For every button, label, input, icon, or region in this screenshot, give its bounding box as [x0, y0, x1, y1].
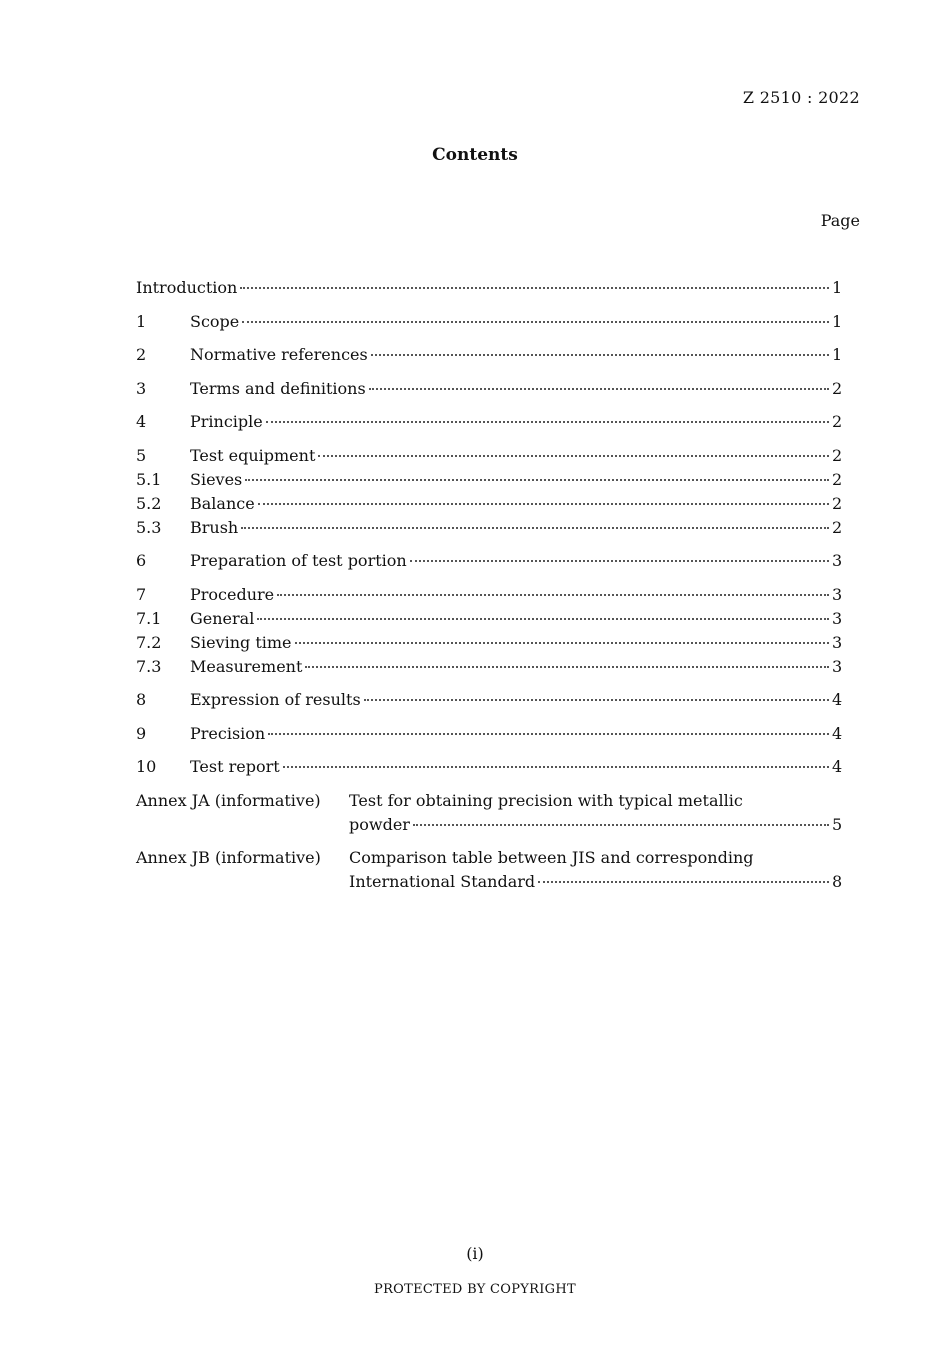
toc-page: 8: [832, 872, 843, 891]
toc-number: 2: [136, 345, 147, 364]
toc-page: 3: [832, 656, 843, 676]
toc-entry[interactable]: [136, 516, 842, 540]
annex-title-line: powder: [349, 814, 410, 834]
toc-title: Brush: [190, 517, 239, 537]
leader-dots: [371, 353, 829, 356]
toc-title: Principle: [190, 412, 263, 431]
toc-page: 1: [832, 311, 843, 331]
toc-title: Sieves: [190, 469, 243, 489]
toc-number: 5.1: [136, 469, 162, 489]
toc-entry[interactable]: [136, 631, 842, 655]
leader-dots: [277, 593, 829, 596]
toc-title: Balance: [190, 493, 255, 513]
toc-entry[interactable]: [136, 444, 842, 468]
toc-entry[interactable]: [136, 607, 842, 631]
document-id: Z 2510 : 2022: [742, 88, 860, 107]
toc-title: Precision: [190, 723, 266, 743]
copyright-notice: PROTECTED BY COPYRIGHT: [374, 1282, 576, 1297]
toc-number: 7.3: [136, 656, 162, 676]
toc-entry[interactable]: [136, 722, 842, 746]
toc-entry[interactable]: [136, 583, 842, 607]
toc-entry[interactable]: [136, 468, 842, 492]
toc-title: General: [190, 608, 255, 628]
toc-page: 3: [832, 632, 843, 652]
toc-page: 5: [832, 814, 843, 834]
toc-number: 1: [136, 311, 147, 331]
toc-number: 6: [136, 551, 147, 570]
toc-page: 2: [832, 412, 843, 431]
toc-entry[interactable]: [136, 655, 842, 679]
toc-title: Expression of results: [190, 690, 361, 709]
leader-dots: [364, 698, 829, 701]
toc-page: 2: [832, 469, 843, 489]
toc-entry[interactable]: [136, 755, 842, 779]
toc-title: Sieving time: [190, 632, 292, 652]
toc-number: 8: [136, 690, 147, 709]
footer-page-number: (i): [466, 1244, 484, 1263]
toc-title: Test report: [190, 757, 280, 776]
table-of-contents: [136, 276, 842, 894]
toc-title: Procedure: [190, 584, 275, 604]
leader-dots: [245, 478, 829, 481]
toc-title: Test equipment: [190, 445, 316, 465]
toc-page: 3: [832, 551, 843, 570]
leader-dots: [241, 526, 829, 529]
toc-entry[interactable]: [136, 377, 842, 401]
leader-dots: [258, 502, 829, 505]
page-column-heading: Page: [820, 211, 860, 230]
leader-dots: [413, 823, 829, 826]
toc-number: 5.3: [136, 517, 162, 537]
toc-page: 4: [832, 757, 843, 776]
toc-page: 2: [832, 517, 843, 537]
toc-title: Normative references: [190, 345, 368, 364]
annex-label: Annex JA (informative): [136, 790, 321, 810]
leader-dots: [268, 732, 829, 735]
toc-page: 3: [832, 608, 843, 628]
toc-number: 7: [136, 584, 147, 604]
leader-dots: [240, 286, 829, 289]
toc-entry[interactable]: [136, 310, 842, 334]
toc-page: 3: [832, 584, 843, 604]
toc-entry[interactable]: [136, 492, 842, 516]
toc-entry[interactable]: [136, 343, 842, 367]
toc-title: Introduction: [136, 278, 238, 297]
toc-title: Terms and definitions: [190, 378, 366, 398]
toc-number: 5.2: [136, 493, 162, 513]
toc-entry[interactable]: [136, 549, 842, 573]
toc-page: 1: [832, 345, 843, 364]
toc-number: 7.1: [136, 608, 162, 628]
annex-title-line: Comparison table between JIS and corresponding: [349, 848, 754, 867]
toc-entry[interactable]: [136, 410, 842, 434]
toc-number: 4: [136, 412, 147, 431]
toc-page: 2: [832, 493, 843, 513]
leader-dots: [369, 387, 829, 390]
toc-title: Scope: [190, 311, 240, 331]
annex-entry[interactable]: [136, 789, 842, 837]
annex-title-line: Test for obtaining precision with typical metallic: [349, 790, 743, 810]
leader-dots: [242, 320, 829, 323]
toc-number: 7.2: [136, 632, 162, 652]
leader-dots: [257, 617, 829, 620]
toc-number: 10: [136, 757, 157, 776]
toc-page: 2: [832, 445, 843, 465]
toc-page: 4: [832, 690, 843, 709]
leader-dots: [305, 665, 829, 668]
annex-entry[interactable]: [136, 846, 842, 894]
leader-dots: [410, 559, 829, 562]
annex-label: Annex JB (informative): [136, 848, 321, 867]
toc-number: 3: [136, 378, 147, 398]
toc-number: 9: [136, 723, 147, 743]
toc-number: 5: [136, 445, 147, 465]
contents-title: Contents: [432, 145, 518, 165]
toc-page: 1: [832, 278, 843, 297]
leader-dots: [295, 641, 829, 644]
toc-title: Measurement: [190, 656, 303, 676]
annex-title-line: International Standard: [349, 872, 536, 891]
toc-entry[interactable]: [136, 276, 842, 300]
leader-dots: [318, 454, 829, 457]
toc-page: 2: [832, 378, 843, 398]
leader-dots: [283, 765, 829, 768]
toc-entry[interactable]: [136, 688, 842, 712]
leader-dots: [266, 420, 829, 423]
leader-dots: [538, 880, 829, 883]
toc-title: Preparation of test portion: [190, 551, 407, 570]
toc-page: 4: [832, 723, 843, 743]
